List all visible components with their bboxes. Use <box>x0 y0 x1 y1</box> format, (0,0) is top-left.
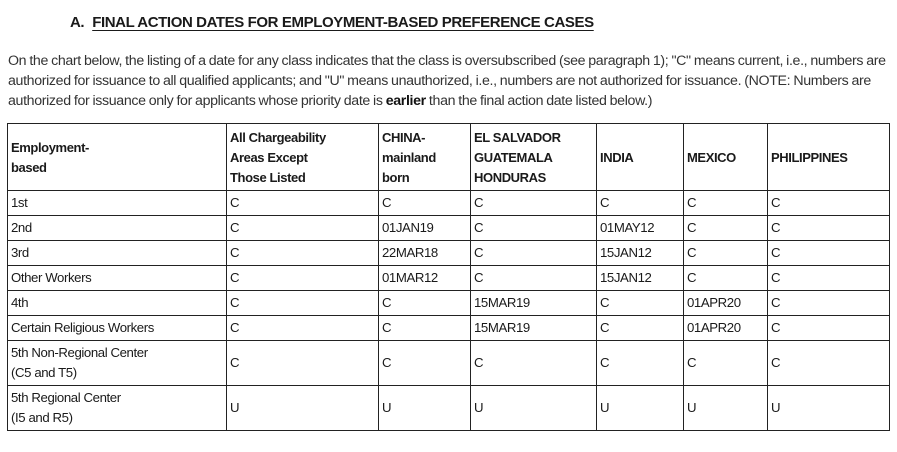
date-cell-china: C <box>379 191 471 216</box>
section-title: FINAL ACTION DATES FOR EMPLOYMENT-BASED PREFERENCE CASES <box>92 14 594 31</box>
date-cell-el-salvador-guatemala-honduras: C <box>471 241 597 266</box>
header-mexico <box>684 124 768 191</box>
table-header-row <box>8 124 890 191</box>
date-cell-el-salvador-guatemala-honduras: U <box>471 386 597 431</box>
date-cell-philippines: C <box>768 216 890 241</box>
date-cell-el-salvador-guatemala-honduras: 15MAR19 <box>471 316 597 341</box>
table-row <box>8 241 890 266</box>
intro-text-part2: than the final action date listed below.) <box>425 93 653 109</box>
date-cell-all-chargeability: U <box>227 386 379 431</box>
intro-text-part1: On the chart below, the listing of a date for any class indicates that the class is oversubscribed (see paragraph 1); "C" means current, i.e., numbers are authorized for issuance to all qualified applicants; and "U" means unauthorized, i.e., numbers are not authorized for issuance. (NOTE: Numbers are authorized for issuance only for applicants whose priority date is <box>8 53 886 109</box>
header-line: based <box>11 160 47 175</box>
row-category-label: 3rd <box>11 245 29 260</box>
row-category-label: (I5 and R5) <box>11 410 73 425</box>
date-cell-philippines: C <box>768 291 890 316</box>
header-philippines <box>768 124 890 191</box>
row-category-cell <box>8 341 227 386</box>
date-cell-philippines: C <box>768 191 890 216</box>
section-letter: A. <box>70 14 85 31</box>
row-category-label: 5th Non-Regional Center <box>11 345 148 360</box>
header-line: MEXICO <box>687 150 736 165</box>
row-category-cell <box>8 216 227 241</box>
date-cell-mexico: C <box>684 241 768 266</box>
date-cell-all-chargeability: C <box>227 341 379 386</box>
date-cell-all-chargeability: C <box>227 191 379 216</box>
date-cell-philippines: C <box>768 316 890 341</box>
date-cell-india: C <box>597 191 684 216</box>
row-category-cell <box>8 316 227 341</box>
row-category-cell <box>8 386 227 431</box>
header-line: Those Listed <box>230 170 306 185</box>
final-action-dates-table <box>7 123 890 431</box>
date-cell-philippines: C <box>768 341 890 386</box>
row-category-label: 4th <box>11 295 29 310</box>
intro-emphasis: earlier <box>385 93 426 109</box>
header-line: Areas Except <box>230 150 308 165</box>
table-row <box>8 341 890 386</box>
header-line: Employment- <box>11 140 89 155</box>
date-cell-mexico: C <box>684 266 768 291</box>
header-line: INDIA <box>600 150 634 165</box>
date-cell-all-chargeability: C <box>227 266 379 291</box>
date-cell-india: C <box>597 291 684 316</box>
header-line: PHILIPPINES <box>771 150 848 165</box>
table-row <box>8 191 890 216</box>
date-cell-philippines: U <box>768 386 890 431</box>
date-cell-el-salvador-guatemala-honduras: C <box>471 216 597 241</box>
date-cell-india: 15JAN12 <box>597 241 684 266</box>
date-cell-el-salvador-guatemala-honduras: C <box>471 341 597 386</box>
header-line: EL SALVADOR <box>474 130 561 145</box>
header-line: CHINA- <box>382 130 426 145</box>
header-line: All Chargeability <box>230 130 326 145</box>
date-cell-all-chargeability: C <box>227 241 379 266</box>
date-cell-china: 01JAN19 <box>379 216 471 241</box>
header-china <box>379 124 471 191</box>
table-row <box>8 266 890 291</box>
date-cell-china: 22MAR18 <box>379 241 471 266</box>
section-heading <box>70 14 594 31</box>
date-cell-china: U <box>379 386 471 431</box>
date-cell-india: U <box>597 386 684 431</box>
date-cell-philippines: C <box>768 266 890 291</box>
table-row <box>8 316 890 341</box>
date-cell-all-chargeability: C <box>227 316 379 341</box>
row-category-label: 1st <box>11 195 28 210</box>
header-india <box>597 124 684 191</box>
header-el-salvador-guatemala-honduras <box>471 124 597 191</box>
row-category-label: (C5 and T5) <box>11 365 77 380</box>
date-cell-all-chargeability: C <box>227 216 379 241</box>
row-category-cell <box>8 241 227 266</box>
date-cell-all-chargeability: C <box>227 291 379 316</box>
date-cell-philippines: C <box>768 241 890 266</box>
date-cell-mexico: U <box>684 386 768 431</box>
date-cell-el-salvador-guatemala-honduras: C <box>471 191 597 216</box>
date-cell-mexico: C <box>684 216 768 241</box>
header-line: GUATEMALA <box>474 150 553 165</box>
date-cell-china: C <box>379 316 471 341</box>
row-category-cell <box>8 191 227 216</box>
date-cell-china: C <box>379 341 471 386</box>
header-line: mainland <box>382 150 436 165</box>
date-cell-mexico: 01APR20 <box>684 316 768 341</box>
date-cell-india: 15JAN12 <box>597 266 684 291</box>
date-cell-mexico: 01APR20 <box>684 291 768 316</box>
row-category-label: 5th Regional Center <box>11 390 121 405</box>
row-category-label: Certain Religious Workers <box>11 320 154 335</box>
header-employment-based <box>8 124 227 191</box>
header-line: born <box>382 170 410 185</box>
table-row <box>8 291 890 316</box>
intro-paragraph <box>8 51 892 111</box>
row-category-cell <box>8 291 227 316</box>
row-category-cell <box>8 266 227 291</box>
row-category-label: 2nd <box>11 220 32 235</box>
date-cell-el-salvador-guatemala-honduras: 15MAR19 <box>471 291 597 316</box>
header-line: HONDURAS <box>474 170 546 185</box>
table-body <box>8 191 890 431</box>
date-cell-china: 01MAR12 <box>379 266 471 291</box>
date-cell-india: 01MAY12 <box>597 216 684 241</box>
header-all-chargeability <box>227 124 379 191</box>
date-cell-mexico: C <box>684 341 768 386</box>
date-cell-el-salvador-guatemala-honduras: C <box>471 266 597 291</box>
date-cell-india: C <box>597 341 684 386</box>
table-row <box>8 386 890 431</box>
table-row <box>8 216 890 241</box>
date-cell-mexico: C <box>684 191 768 216</box>
date-cell-india: C <box>597 316 684 341</box>
row-category-label: Other Workers <box>11 270 92 285</box>
date-cell-china: C <box>379 291 471 316</box>
